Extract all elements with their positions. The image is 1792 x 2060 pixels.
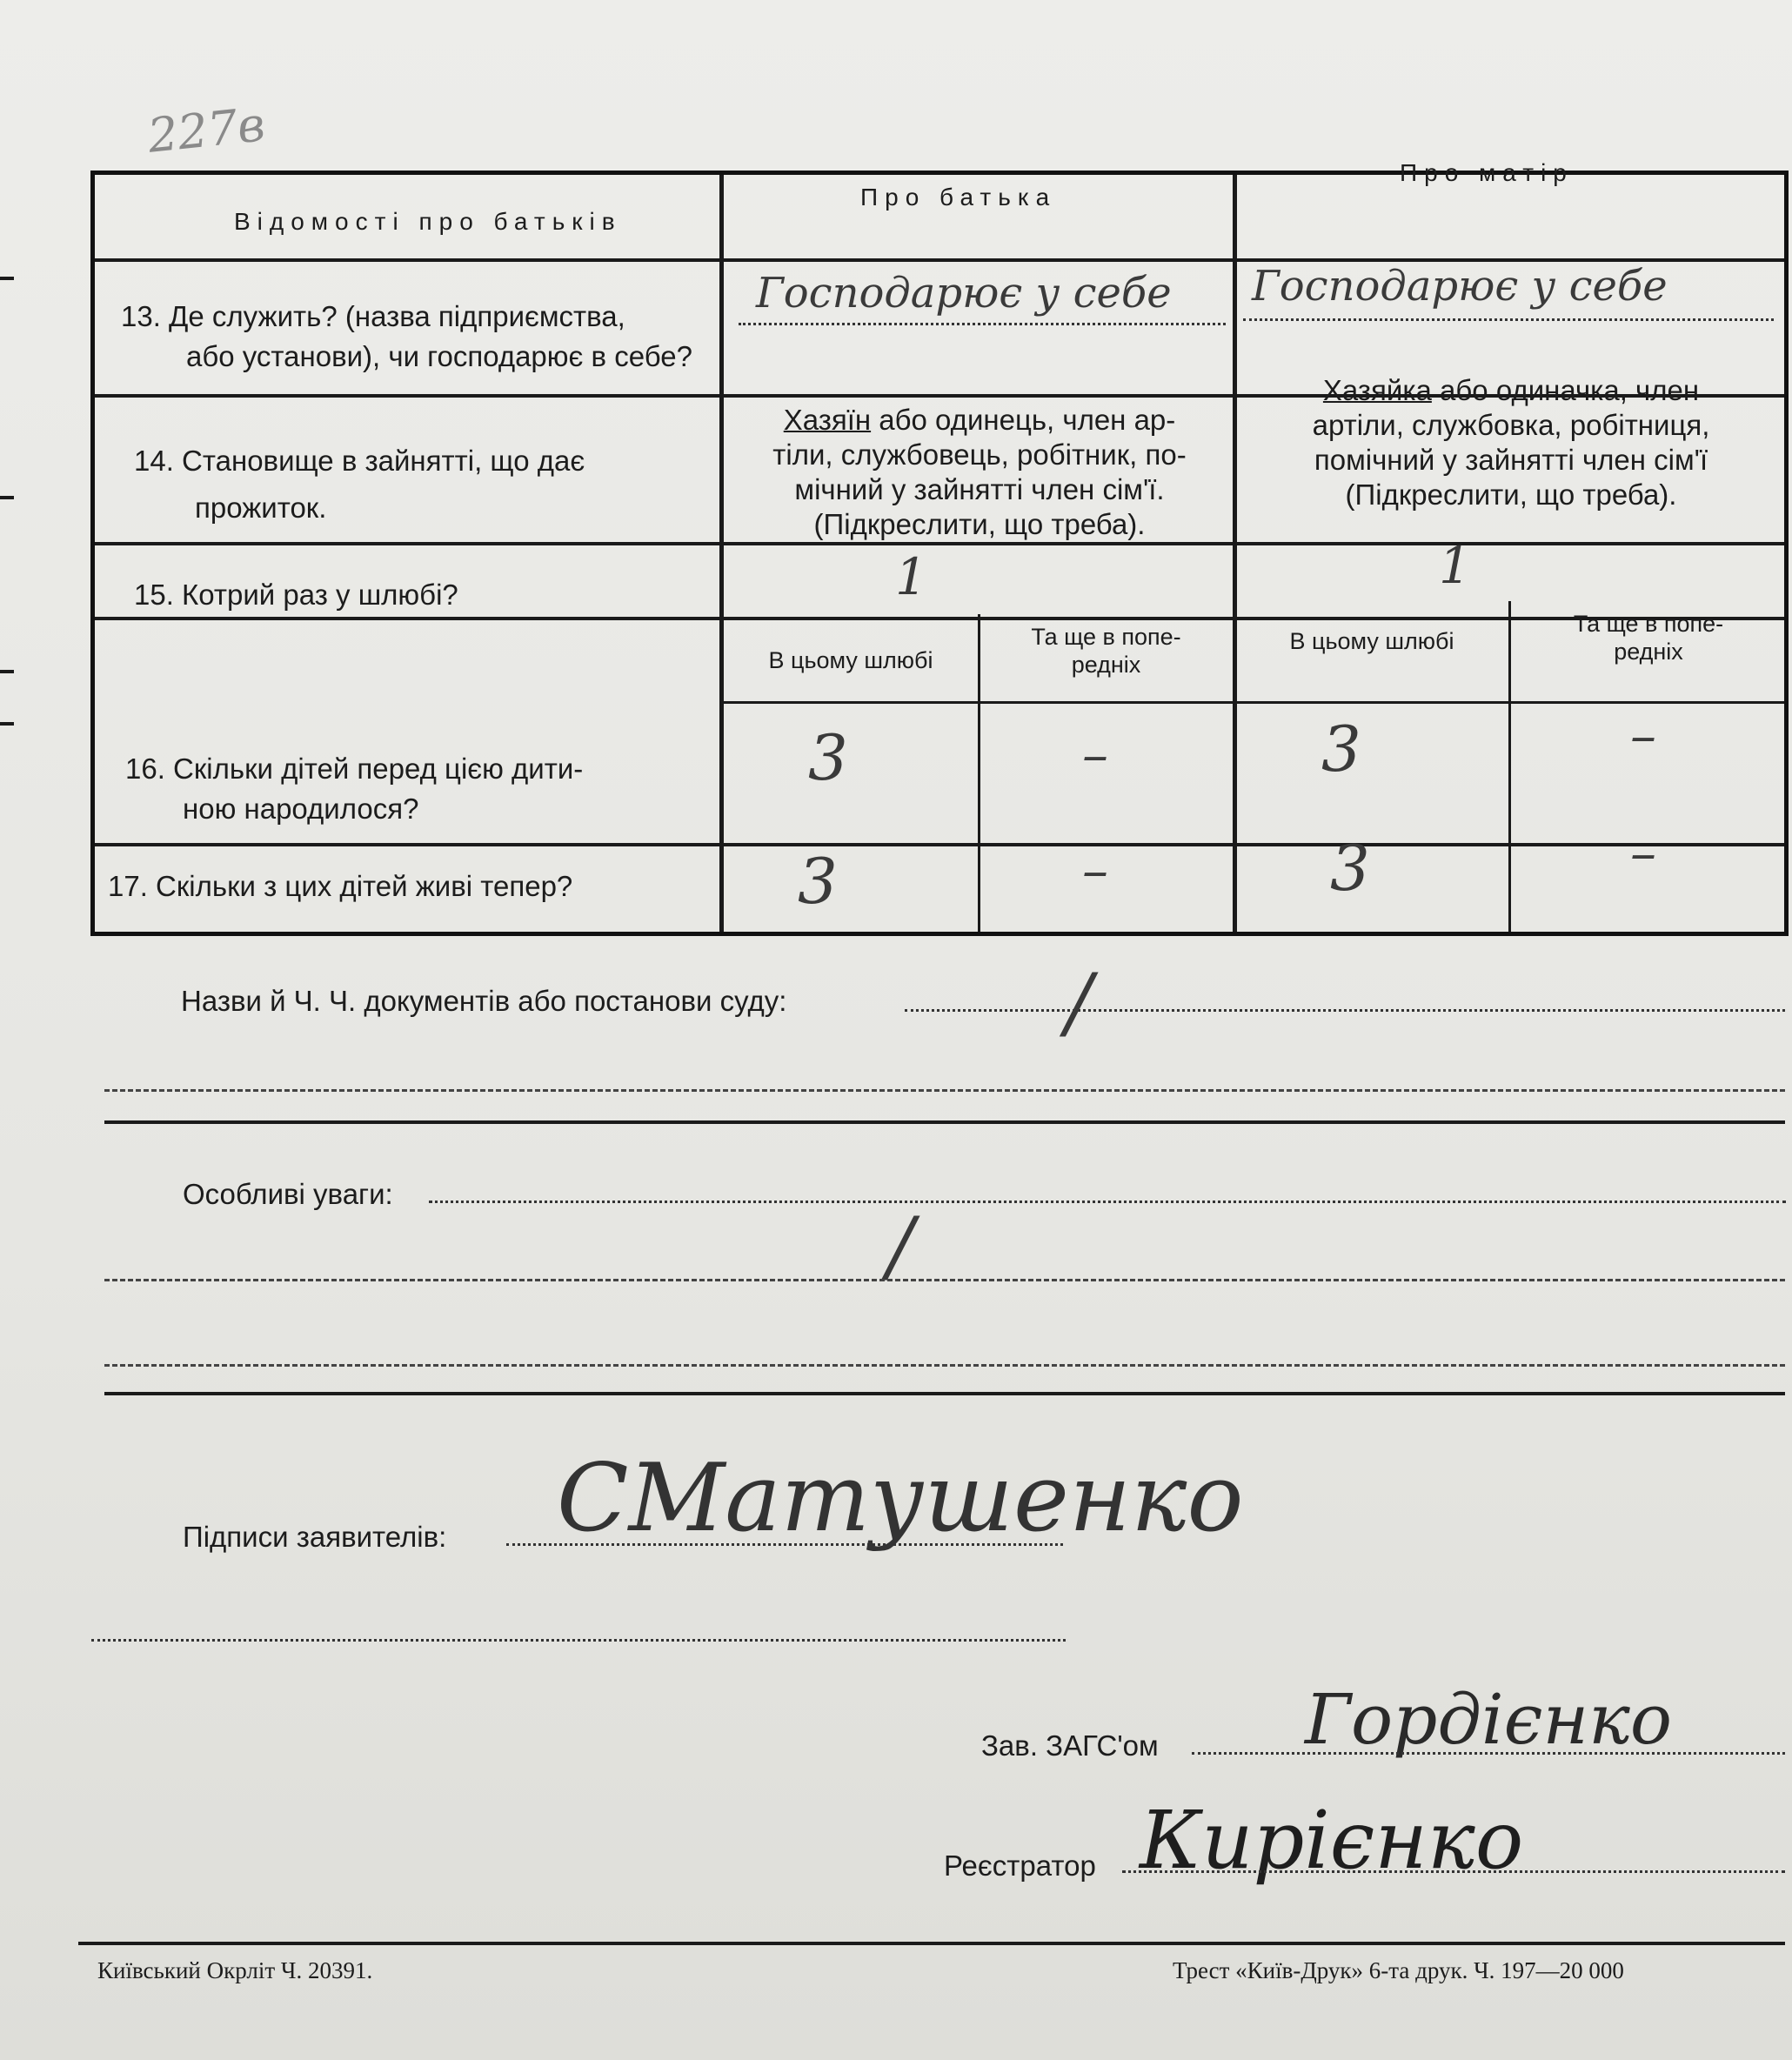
signatures-line-2 bbox=[91, 1639, 1066, 1642]
head-label: Зав. ЗАГС'ом bbox=[981, 1729, 1159, 1762]
documents-line bbox=[905, 1009, 1785, 1012]
remarks-line bbox=[429, 1201, 1786, 1203]
footer-left: Київський Окрліт Ч. 20391. bbox=[97, 1957, 373, 1983]
q14-father-selected: Хазяїн bbox=[783, 404, 872, 436]
q15-mother-answer: 1 bbox=[1439, 536, 1471, 595]
q16-mother-prev: – bbox=[1630, 706, 1656, 766]
subheader-prev-line1: Та ще в попе- bbox=[1573, 611, 1724, 637]
remarks-label: Особливі уваги: bbox=[183, 1178, 393, 1210]
section-divider bbox=[104, 1120, 1785, 1124]
subheader-prev-line1: Та ще в попе- bbox=[1031, 624, 1181, 650]
remarks-value: / bbox=[887, 1201, 914, 1292]
q14-mother-opt-line: (Підкреслити, що треба). bbox=[1345, 478, 1677, 511]
col-divider bbox=[719, 175, 724, 932]
q13-father-answer: Господарює у себе bbox=[756, 269, 1172, 318]
q16-father-prev: – bbox=[1082, 725, 1108, 786]
header-mother: Про матір bbox=[1400, 159, 1574, 186]
q17-mother-prev: – bbox=[1630, 823, 1656, 884]
q14-line1: 14. Становище в зайнятті, що дає bbox=[134, 445, 585, 477]
q17-father-prev: – bbox=[1082, 840, 1108, 901]
subheader-mother-this: В цьому шлюбі bbox=[1289, 628, 1454, 654]
header-father: Про батька bbox=[860, 184, 1057, 211]
q13-father-line bbox=[739, 323, 1226, 325]
q15-father-answer: 1 bbox=[895, 547, 927, 606]
q13-label bbox=[121, 297, 692, 377]
subheader-father-prev bbox=[982, 623, 1230, 679]
section-divider bbox=[104, 1392, 1785, 1395]
q13-line1: 13. Де служить? (назва підприємства, bbox=[121, 300, 625, 332]
archive-mark: 227в bbox=[145, 97, 268, 164]
registrar-label: Реєстратор bbox=[944, 1849, 1096, 1882]
q17-mother-this: 3 bbox=[1330, 832, 1370, 905]
q14-father-options bbox=[728, 403, 1231, 542]
row-divider bbox=[719, 701, 1784, 704]
subheader-mother-prev bbox=[1513, 610, 1784, 665]
q16-line1: 16. Скільки дітей перед цією дити- bbox=[125, 752, 584, 785]
q14-mother-selected: Хазяйка bbox=[1322, 374, 1432, 406]
q17-father-this: 3 bbox=[798, 845, 838, 918]
parents-info-table bbox=[90, 159, 1789, 936]
registrar-line bbox=[1122, 1870, 1785, 1873]
q16-line2: ною народилося? bbox=[183, 793, 419, 825]
documents-line-2 bbox=[104, 1089, 1785, 1092]
header-parents-info: Відомості про батьків bbox=[234, 208, 622, 235]
binding-mark bbox=[0, 722, 14, 726]
q14-father-opt-line: або одинець, член ар- bbox=[879, 404, 1176, 436]
q14-father-opt-line: мічний у зайнятті член сім'ї. bbox=[794, 473, 1165, 505]
q16-mother-this: 3 bbox=[1321, 712, 1361, 786]
signatures-label: Підписи заявителів: bbox=[183, 1521, 447, 1553]
q13-line2: або установи), чи господарює в себе? bbox=[186, 340, 692, 372]
col-divider bbox=[978, 614, 980, 932]
row-divider bbox=[95, 843, 1784, 846]
binding-mark bbox=[0, 277, 14, 280]
documents-label: Назви й Ч. Ч. документів або постанови суду: bbox=[181, 985, 787, 1017]
q13-mother-answer: Господарює у себе bbox=[1252, 262, 1668, 311]
subheader-father-this: В цьому шлюбі bbox=[768, 647, 933, 673]
footer-divider bbox=[78, 1942, 1785, 1945]
subheader-prev-line2: редніх bbox=[1071, 652, 1141, 678]
registrar-signature: Кирієнко bbox=[1140, 1794, 1524, 1887]
col-divider bbox=[1508, 601, 1511, 932]
q14-mother-opt-line: помічний у зайнятті член сім'ї bbox=[1314, 444, 1708, 476]
q14-father-opt-line: (Підкреслити, що треба). bbox=[813, 508, 1146, 540]
q17-label: 17. Скільки з цих дітей живі тепер? bbox=[108, 870, 573, 902]
q14-mother-opt-line: або одиначка, член bbox=[1440, 374, 1700, 406]
footer-right: Трест «Київ-Друк» 6-та друк. Ч. 197—20 000 bbox=[1173, 1957, 1624, 1983]
q15-label: 15. Котрий раз у шлюбі? bbox=[134, 579, 458, 611]
q13-mother-line bbox=[1243, 318, 1774, 321]
binding-mark bbox=[0, 496, 14, 499]
subheader-prev-line2: редніх bbox=[1614, 639, 1683, 665]
q14-mother-options bbox=[1241, 373, 1781, 512]
q16-label bbox=[125, 749, 583, 829]
binding-mark bbox=[0, 670, 14, 673]
q14-line2: прожиток. bbox=[195, 492, 327, 524]
applicant-signature: СМатушенко bbox=[557, 1444, 1244, 1553]
documents-value: / bbox=[1066, 957, 1093, 1048]
head-signature: Гордієнко bbox=[1305, 1679, 1673, 1760]
q14-father-opt-line: тіли, службовець, робітник, по- bbox=[772, 438, 1187, 471]
col-divider bbox=[1233, 175, 1237, 932]
q14-mother-opt-line: артіли, службовка, робітниця, bbox=[1312, 409, 1710, 441]
head-line bbox=[1192, 1752, 1785, 1755]
row-divider bbox=[95, 542, 1784, 545]
q16-father-this: 3 bbox=[808, 721, 848, 794]
remarks-line-3 bbox=[104, 1364, 1785, 1367]
remarks-line-2 bbox=[104, 1279, 1785, 1281]
q14-label bbox=[134, 441, 585, 528]
